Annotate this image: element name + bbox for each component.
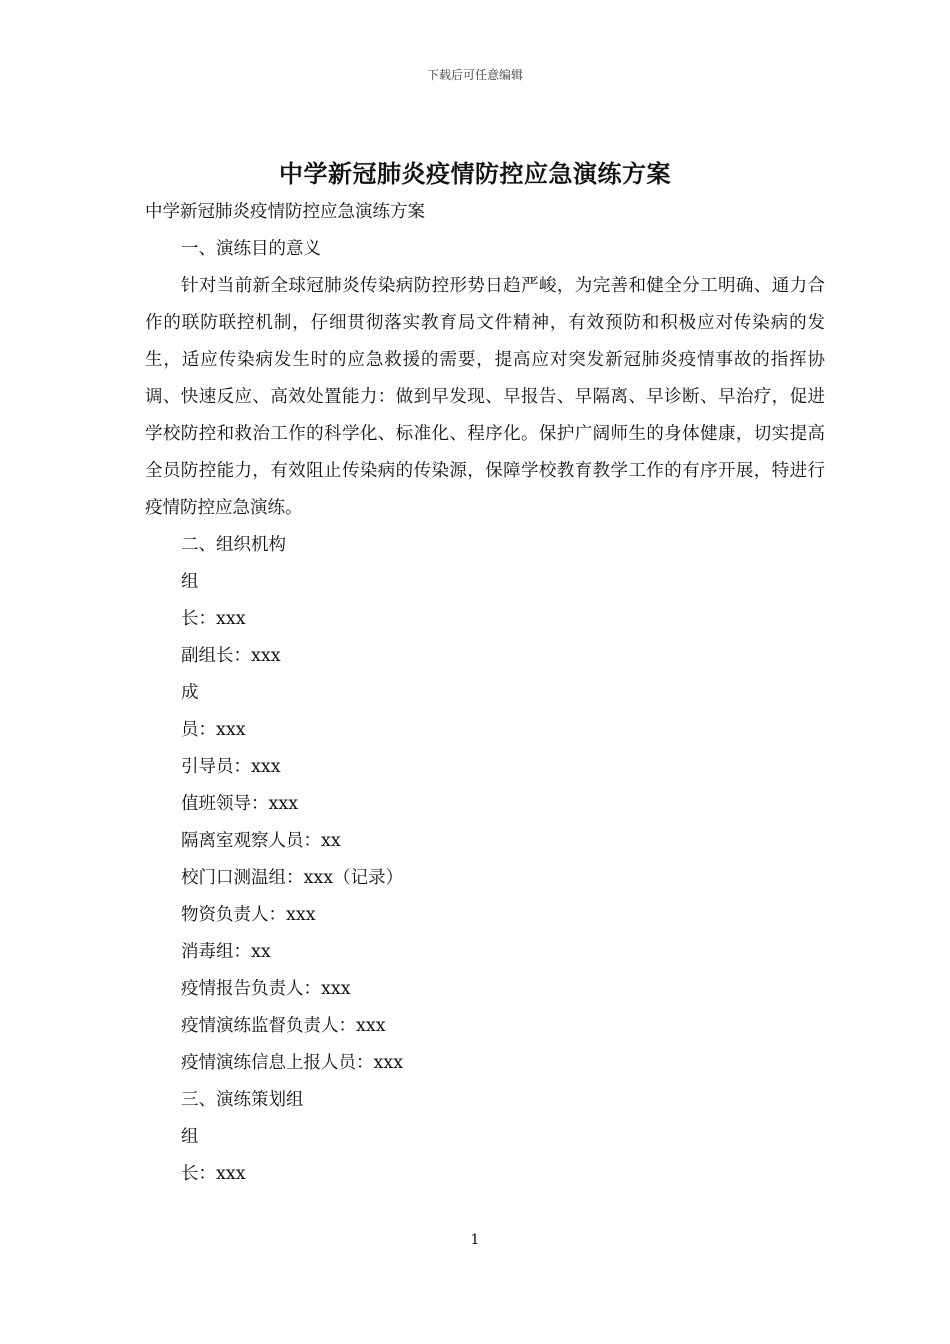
org-line: 物资负责人：xxx [181,905,316,925]
planning-line: 组 [181,1127,199,1147]
org-line: 成 [181,683,199,703]
header-note: 下载后可任意编辑 [426,68,523,82]
section1-paragraph: 针对当前新全球冠肺炎传染病防控形势日趋严峻，为完善和健全分工明确、通力合作的联防联控机制，仔细贯彻落实教育局文件精神，有效预防和积极应对传染病的发生，适应传染病发生时的应急救援的需要，提高应对突发新冠肺炎疫情事故的指挥协调、快速反应、高效处置能力：做到早发现、早报告、早隔离、早诊断、早治疗，促进学校防控和救治工作的科学化、标准化、程序化。保护广阔师生的身体健康，切实提高全员防控能力，有效阻止传染病的传染源，保障学校教育教学工作的有序开展，特进行疫情防控应急演练。 [145,276,825,518]
section2-heading: 二、组织机构 [181,535,286,555]
org-line: 疫情报告负责人：xxx [181,979,351,999]
org-line: 值班领导：xxx [181,794,299,814]
org-line: 疫情演练监督负责人：xxx [181,1016,386,1036]
org-line: 员：xxx [181,720,246,740]
page-number: 1 [470,1232,480,1248]
section3-heading: 三、演练策划组 [181,1090,304,1110]
document-body [145,194,825,1193]
org-line: 长：xxx [181,609,246,629]
org-line: 疫情演练信息上报人员：xxx [181,1053,404,1073]
org-line: 校门口测温组：xxx（记录） [181,868,404,888]
subtitle-line: 中学新冠肺炎疫情防控应急演练方案 [145,202,425,222]
org-line: 组 [181,572,199,592]
org-line: 副组长：xxx [181,646,281,666]
org-line: 引导员：xxx [181,757,281,777]
org-line: 隔离室观察人员：xx [181,831,341,851]
planning-line: 长：xxx [181,1164,246,1184]
org-line: 消毒组：xx [181,942,271,962]
section1-heading: 一、演练目的意义 [181,239,321,259]
document-title: 中学新冠肺炎疫情防控应急演练方案 [279,159,671,188]
